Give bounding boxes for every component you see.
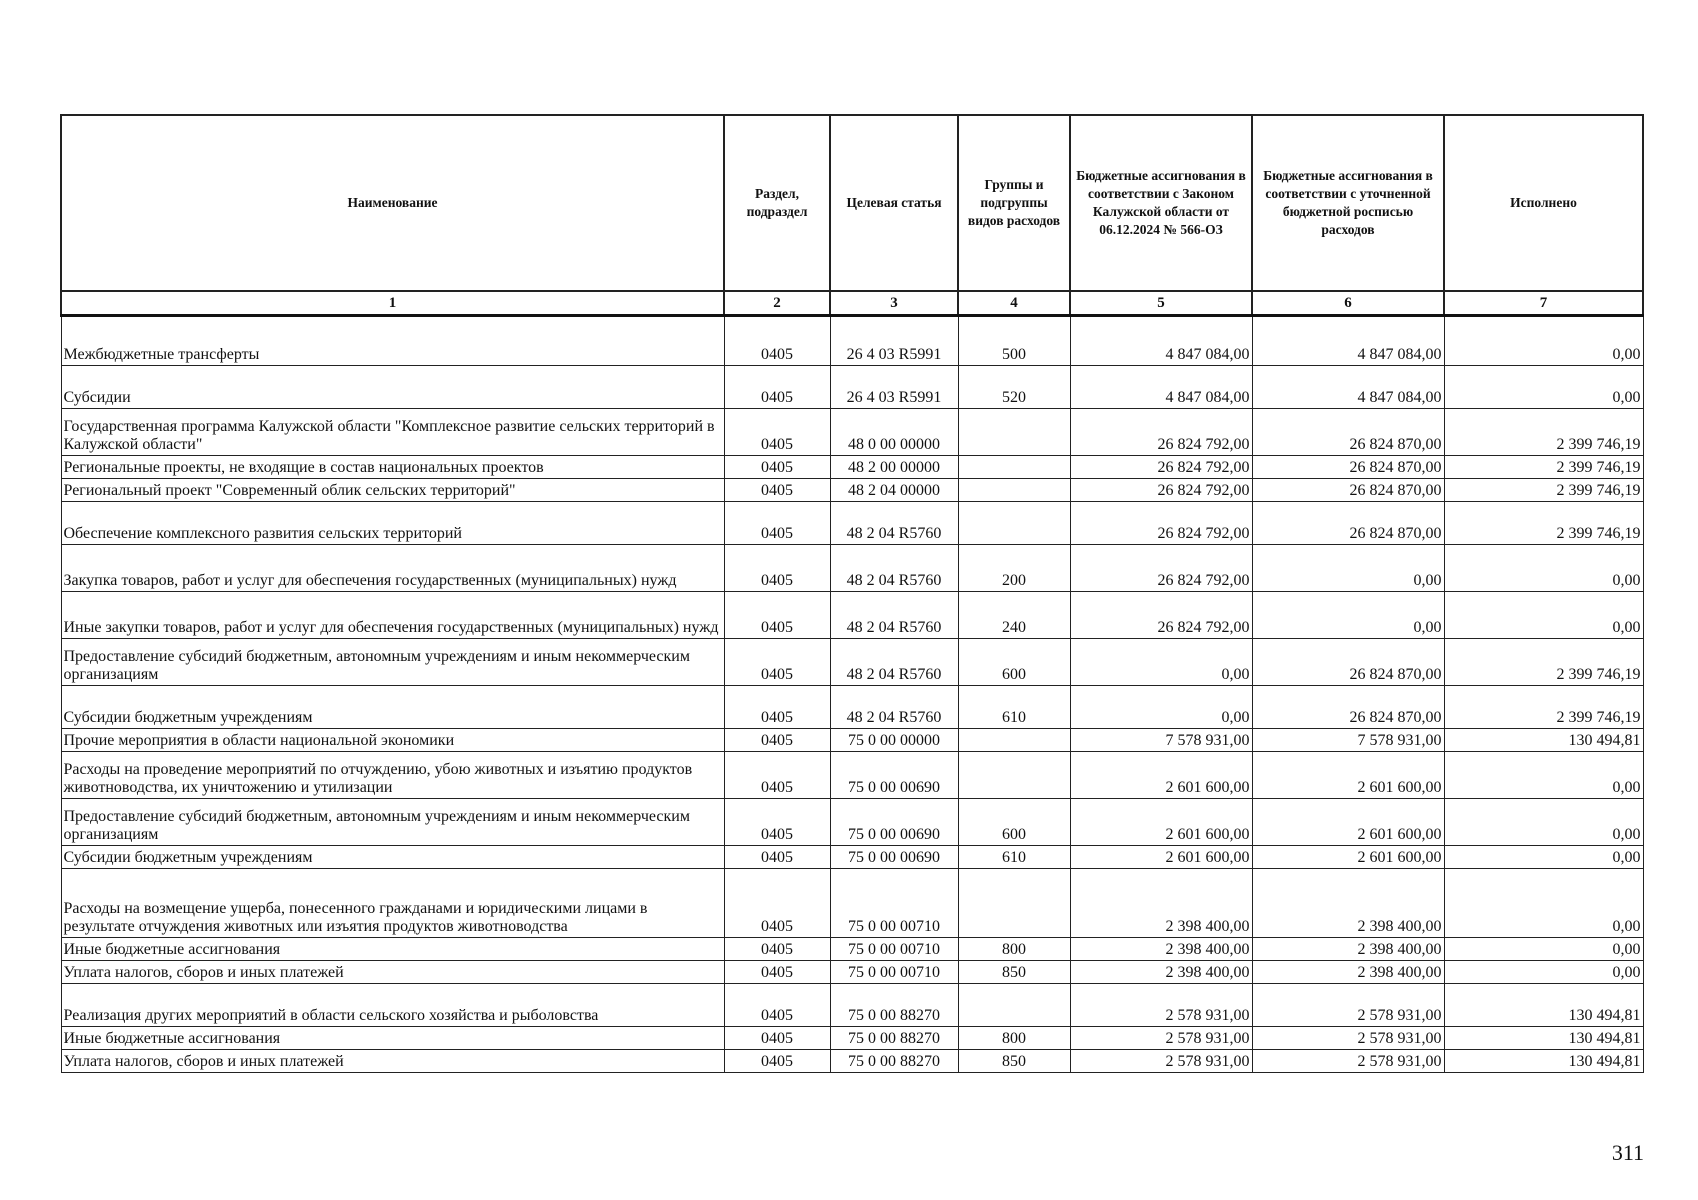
- header-groups: Группы и подгруппы видов расходов: [958, 115, 1070, 291]
- table-row: [61, 545, 1643, 592]
- cell-group: 600: [958, 639, 1070, 686]
- col-number: 5: [1070, 291, 1252, 316]
- cell-name: Региональный проект "Современный облик сельских территорий": [61, 479, 724, 502]
- cell-refined: 26 824 870,00: [1252, 456, 1444, 479]
- cell-target: 75 0 00 00000: [830, 729, 958, 752]
- cell-target: 26 4 03 R5991: [830, 366, 958, 409]
- table-header: [61, 115, 1643, 316]
- cell-section: 0405: [724, 869, 830, 938]
- cell-target: 75 0 00 00710: [830, 869, 958, 938]
- cell-group: 610: [958, 846, 1070, 869]
- cell-section: 0405: [724, 938, 830, 961]
- cell-group: 240: [958, 592, 1070, 639]
- page-number: 311: [1611, 1140, 1644, 1165]
- cell-name: Прочие мероприятия в области национальной экономики: [61, 729, 724, 752]
- cell-section: 0405: [724, 366, 830, 409]
- cell-group: [958, 752, 1070, 799]
- cell-refined: 4 847 084,00: [1252, 366, 1444, 409]
- table-row: [61, 686, 1643, 729]
- cell-section: 0405: [724, 639, 830, 686]
- cell-name: Уплата налогов, сборов и иных платежей: [61, 1050, 724, 1073]
- cell-executed: 0,00: [1444, 752, 1643, 799]
- table-row: [61, 592, 1643, 639]
- header-name: Наименование: [61, 115, 724, 291]
- cell-refined: 26 824 870,00: [1252, 479, 1444, 502]
- cell-target: 75 0 00 00710: [830, 938, 958, 961]
- cell-refined: 2 398 400,00: [1252, 961, 1444, 984]
- cell-target: 48 0 00 00000: [830, 409, 958, 456]
- cell-law: 0,00: [1070, 686, 1252, 729]
- col-number: 3: [830, 291, 958, 316]
- cell-target: 26 4 03 R5991: [830, 316, 958, 366]
- cell-executed: 2 399 746,19: [1444, 639, 1643, 686]
- cell-target: 48 2 04 R5760: [830, 502, 958, 545]
- cell-law: 2 578 931,00: [1070, 1027, 1252, 1050]
- cell-law: 2 601 600,00: [1070, 846, 1252, 869]
- cell-section: 0405: [724, 456, 830, 479]
- cell-group: 500: [958, 316, 1070, 366]
- cell-name: Иные бюджетные ассигнования: [61, 938, 724, 961]
- col-number: 7: [1444, 291, 1643, 316]
- cell-law: 2 398 400,00: [1070, 961, 1252, 984]
- cell-refined: 2 601 600,00: [1252, 846, 1444, 869]
- cell-name: Межбюджетные трансферты: [61, 316, 724, 366]
- cell-executed: 0,00: [1444, 938, 1643, 961]
- cell-executed: 0,00: [1444, 592, 1643, 639]
- cell-group: [958, 479, 1070, 502]
- table-row: [61, 409, 1643, 456]
- header-refined: Бюджетные ассигнования в соответствии с уточненной бюджетной росписью расходов: [1252, 115, 1444, 291]
- cell-law: 4 847 084,00: [1070, 366, 1252, 409]
- table-row: [61, 366, 1643, 409]
- cell-target: 75 0 00 00690: [830, 846, 958, 869]
- cell-executed: 130 494,81: [1444, 1050, 1643, 1073]
- table-row: [61, 1050, 1643, 1073]
- cell-name: Государственная программа Калужской области "Комплексное развитие сельских территорий в Калужской области": [61, 409, 724, 456]
- cell-law: 0,00: [1070, 639, 1252, 686]
- cell-law: 2 601 600,00: [1070, 752, 1252, 799]
- cell-target: 48 2 04 R5760: [830, 639, 958, 686]
- cell-refined: 2 601 600,00: [1252, 752, 1444, 799]
- cell-name: Уплата налогов, сборов и иных платежей: [61, 961, 724, 984]
- cell-target: 75 0 00 88270: [830, 1027, 958, 1050]
- cell-group: 520: [958, 366, 1070, 409]
- header-target: Целевая статья: [830, 115, 958, 291]
- cell-section: 0405: [724, 479, 830, 502]
- col-number: 1: [61, 291, 724, 316]
- cell-name: Субсидии бюджетным учреждениям: [61, 686, 724, 729]
- cell-law: 26 824 792,00: [1070, 592, 1252, 639]
- cell-law: 2 398 400,00: [1070, 938, 1252, 961]
- cell-group: [958, 502, 1070, 545]
- cell-section: 0405: [724, 409, 830, 456]
- cell-name: Иные закупки товаров, работ и услуг для обеспечения государственных (муниципальных) нужд: [61, 592, 724, 639]
- cell-law: 7 578 931,00: [1070, 729, 1252, 752]
- cell-group: [958, 409, 1070, 456]
- cell-group: [958, 456, 1070, 479]
- cell-refined: 2 578 931,00: [1252, 984, 1444, 1027]
- table-row: [61, 846, 1643, 869]
- cell-refined: 26 824 870,00: [1252, 686, 1444, 729]
- cell-name: Расходы на возмещение ущерба, понесенного гражданами и юридическими лицами в результате отчуждения животных или изъятия продуктов животноводства: [61, 869, 724, 938]
- cell-law: 2 578 931,00: [1070, 1050, 1252, 1073]
- cell-executed: 0,00: [1444, 316, 1643, 366]
- cell-refined: 4 847 084,00: [1252, 316, 1444, 366]
- cell-name: Обеспечение комплексного развития сельских территорий: [61, 502, 724, 545]
- table-row: [61, 1027, 1643, 1050]
- cell-target: 75 0 00 00710: [830, 961, 958, 984]
- cell-law: 26 824 792,00: [1070, 409, 1252, 456]
- cell-law: 26 824 792,00: [1070, 479, 1252, 502]
- cell-executed: 2 399 746,19: [1444, 456, 1643, 479]
- table-row: [61, 961, 1643, 984]
- cell-executed: 130 494,81: [1444, 729, 1643, 752]
- cell-target: 48 2 00 00000: [830, 456, 958, 479]
- cell-section: 0405: [724, 502, 830, 545]
- cell-law: 2 578 931,00: [1070, 984, 1252, 1027]
- cell-executed: 0,00: [1444, 366, 1643, 409]
- header-section: Раздел, подраздел: [724, 115, 830, 291]
- cell-executed: 130 494,81: [1444, 984, 1643, 1027]
- cell-target: 48 2 04 R5760: [830, 545, 958, 592]
- cell-refined: 2 601 600,00: [1252, 799, 1444, 846]
- cell-section: 0405: [724, 752, 830, 799]
- cell-target: 75 0 00 88270: [830, 1050, 958, 1073]
- cell-name: Субсидии бюджетным учреждениям: [61, 846, 724, 869]
- cell-name: Региональные проекты, не входящие в состав национальных проектов: [61, 456, 724, 479]
- cell-group: 800: [958, 938, 1070, 961]
- budget-table: [60, 114, 1644, 1073]
- cell-group: 610: [958, 686, 1070, 729]
- cell-name: Предоставление субсидий бюджетным, автономным учреждениям и иным некоммерческим организациям: [61, 799, 724, 846]
- cell-executed: 0,00: [1444, 961, 1643, 984]
- cell-law: 2 398 400,00: [1070, 869, 1252, 938]
- cell-executed: 2 399 746,19: [1444, 502, 1643, 545]
- table-row: [61, 456, 1643, 479]
- cell-group: 800: [958, 1027, 1070, 1050]
- table-row: [61, 729, 1643, 752]
- table-row: [61, 752, 1643, 799]
- cell-law: 2 601 600,00: [1070, 799, 1252, 846]
- cell-section: 0405: [724, 984, 830, 1027]
- cell-executed: 2 399 746,19: [1444, 409, 1643, 456]
- header-executed: Исполнено: [1444, 115, 1643, 291]
- table-row: [61, 938, 1643, 961]
- cell-name: Закупка товаров, работ и услуг для обеспечения государственных (муниципальных) нужд: [61, 545, 724, 592]
- cell-section: 0405: [724, 846, 830, 869]
- table-row: [61, 502, 1643, 545]
- cell-section: 0405: [724, 1027, 830, 1050]
- cell-law: 26 824 792,00: [1070, 502, 1252, 545]
- table-row: [61, 639, 1643, 686]
- header-law: Бюджетные ассигнования в соответствии с Законом Калужской области от 06.12.2024 № 566-ОЗ: [1070, 115, 1252, 291]
- cell-group: 850: [958, 1050, 1070, 1073]
- cell-executed: 130 494,81: [1444, 1027, 1643, 1050]
- cell-section: 0405: [724, 686, 830, 729]
- cell-section: 0405: [724, 316, 830, 366]
- cell-target: 48 2 04 00000: [830, 479, 958, 502]
- cell-name: Иные бюджетные ассигнования: [61, 1027, 724, 1050]
- cell-refined: 26 824 870,00: [1252, 639, 1444, 686]
- col-number: 4: [958, 291, 1070, 316]
- cell-executed: 0,00: [1444, 869, 1643, 938]
- cell-section: 0405: [724, 729, 830, 752]
- cell-section: 0405: [724, 961, 830, 984]
- cell-executed: 0,00: [1444, 799, 1643, 846]
- table-row: [61, 479, 1643, 502]
- cell-refined: 26 824 870,00: [1252, 502, 1444, 545]
- table-row: [61, 799, 1643, 846]
- cell-name: Расходы на проведение мероприятий по отчуждению, убою животных и изъятию продуктов животноводства, их уничтожению и утилизации: [61, 752, 724, 799]
- cell-executed: 0,00: [1444, 846, 1643, 869]
- cell-group: [958, 869, 1070, 938]
- cell-refined: 2 398 400,00: [1252, 869, 1444, 938]
- cell-section: 0405: [724, 1050, 830, 1073]
- cell-law: 26 824 792,00: [1070, 456, 1252, 479]
- cell-group: [958, 984, 1070, 1027]
- cell-law: 4 847 084,00: [1070, 316, 1252, 366]
- cell-refined: 7 578 931,00: [1252, 729, 1444, 752]
- cell-refined: 2 578 931,00: [1252, 1027, 1444, 1050]
- cell-target: 48 2 04 R5760: [830, 686, 958, 729]
- cell-group: 600: [958, 799, 1070, 846]
- col-number: 2: [724, 291, 830, 316]
- cell-refined: 26 824 870,00: [1252, 409, 1444, 456]
- cell-group: 850: [958, 961, 1070, 984]
- cell-name: Предоставление субсидий бюджетным, автономным учреждениям и иным некоммерческим организациям: [61, 639, 724, 686]
- cell-target: 75 0 00 88270: [830, 984, 958, 1027]
- table-body: [61, 316, 1643, 1073]
- cell-refined: 2 578 931,00: [1252, 1050, 1444, 1073]
- table-row: [61, 869, 1643, 938]
- table-row: [61, 316, 1643, 366]
- col-number: 6: [1252, 291, 1444, 316]
- cell-target: 75 0 00 00690: [830, 799, 958, 846]
- cell-refined: 0,00: [1252, 592, 1444, 639]
- cell-executed: 2 399 746,19: [1444, 686, 1643, 729]
- table-row: [61, 984, 1643, 1027]
- cell-refined: 0,00: [1252, 545, 1444, 592]
- cell-name: Реализация других мероприятий в области сельского хозяйства и рыболовства: [61, 984, 724, 1027]
- cell-section: 0405: [724, 799, 830, 846]
- cell-target: 48 2 04 R5760: [830, 592, 958, 639]
- cell-executed: 2 399 746,19: [1444, 479, 1643, 502]
- cell-section: 0405: [724, 545, 830, 592]
- cell-section: 0405: [724, 592, 830, 639]
- cell-law: 26 824 792,00: [1070, 545, 1252, 592]
- cell-name: Субсидии: [61, 366, 724, 409]
- cell-executed: 0,00: [1444, 545, 1643, 592]
- cell-refined: 2 398 400,00: [1252, 938, 1444, 961]
- cell-target: 75 0 00 00690: [830, 752, 958, 799]
- cell-group: [958, 729, 1070, 752]
- cell-group: 200: [958, 545, 1070, 592]
